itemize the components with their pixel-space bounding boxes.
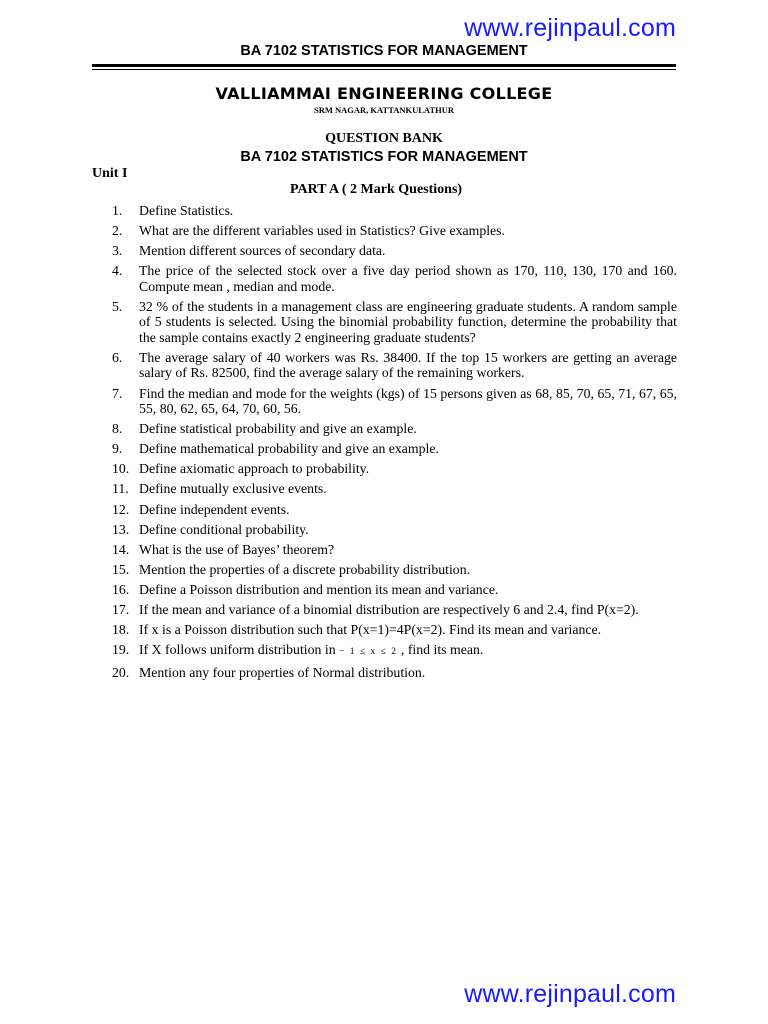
question-text: Mention any four properties of Normal distribution.	[139, 665, 426, 681]
question-number: 12.	[112, 501, 130, 517]
question-number: 2.	[112, 223, 123, 239]
question-text: What are the different variables used in Statistics? Give examples.	[139, 223, 506, 239]
question-item	[112, 502, 677, 518]
question-number: 20.	[112, 665, 130, 681]
question-text: Define conditional probability.	[139, 521, 309, 537]
question-text: 32 % of the students in a management class are engineering graduate students. A random sample of 5 students is selected. Using the binomial probability function, determine the probability that the sample contains exactly 2 engineering graduate students?	[139, 298, 677, 345]
watermark-bottom: www.rejinpaul.com	[464, 980, 676, 1008]
question-number: 3.	[112, 243, 123, 259]
question-text: What is the use of Bayes’ theorem?	[139, 541, 335, 557]
question-item	[112, 542, 677, 558]
part-heading: PART A ( 2 Mark Questions)	[290, 182, 463, 197]
question-text: Mention the properties of a discrete probability distribution.	[139, 561, 471, 577]
question-item	[112, 582, 677, 598]
question-text: Define Statistics.	[139, 203, 234, 218]
question-number: 17.	[112, 602, 130, 617]
question-number: 8.	[112, 421, 123, 437]
question-number: 9.	[112, 441, 123, 457]
question-number: 16.	[112, 581, 130, 597]
question-item	[112, 223, 677, 239]
watermark-top: www.rejinpaul.com	[464, 14, 676, 42]
question-item	[112, 386, 677, 417]
question-number: 11.	[112, 481, 129, 497]
question-item	[112, 441, 677, 457]
question-list	[112, 203, 677, 685]
document-subtitle: BA 7102 STATISTICS FOR MANAGEMENT	[240, 149, 528, 165]
question-item	[112, 622, 677, 638]
document-title: QUESTION BANK	[325, 131, 443, 146]
question-item	[112, 421, 677, 437]
question-text-after: , find its mean.	[400, 642, 484, 658]
question-number: 10.	[112, 461, 130, 477]
question-item	[112, 461, 677, 477]
question-text	[139, 642, 677, 661]
question-number: 19.	[112, 642, 130, 658]
question-item	[112, 263, 677, 294]
question-item	[112, 350, 677, 381]
running-header: BA 7102 STATISTICS FOR MANAGEMENT	[240, 43, 528, 59]
question-number: 5.	[112, 298, 123, 314]
college-address: SRM NAGAR, KATTANKULATHUR	[313, 105, 455, 115]
question-item	[112, 602, 677, 618]
question-text: Find the median and mode for the weights (kgs) of 15 persons given as 68, 85, 70, 65, 71, 67, 65, 55, 80, 62, 65, 64, 70, 60, 56.	[139, 385, 677, 417]
question-item	[112, 203, 677, 219]
question-item	[112, 243, 677, 259]
question-text-before: If X follows uniform distribution in	[139, 642, 336, 658]
question-item	[112, 522, 677, 538]
inequality-expression: − 1 ≤ x ≤ 2	[339, 647, 398, 658]
header-rule-thick	[92, 64, 676, 67]
question-item	[112, 562, 677, 578]
question-number: 14.	[112, 541, 130, 557]
question-item	[112, 642, 677, 661]
question-text: Mention different sources of secondary data.	[139, 243, 386, 259]
question-number: 4.	[112, 263, 123, 279]
question-item	[112, 299, 677, 346]
question-text: Define a Poisson distribution and mention its mean and variance.	[139, 581, 499, 597]
question-text: Define independent events.	[139, 501, 290, 517]
question-item	[112, 665, 677, 681]
question-number: 6.	[112, 349, 123, 365]
header-rule-thin	[92, 69, 676, 70]
question-text: Define axiomatic approach to probability.	[139, 461, 370, 477]
question-text: The price of the selected stock over a five day period shown as 170, 110, 130, 170 and 160. Compute mean , median and mode.	[139, 263, 677, 294]
question-number: 18.	[112, 622, 130, 638]
question-text: Define mutually exclusive events.	[139, 481, 327, 497]
question-number: 7.	[112, 385, 123, 401]
question-text: Define mathematical probability and give an example.	[139, 441, 439, 457]
question-text: If the mean and variance of a binomial distribution are respectively 6 and 2.4, find P(x=2).	[139, 602, 639, 617]
college-name: VALLIAMMAI ENGINEERING COLLEGE	[215, 84, 553, 103]
question-text: Define statistical probability and give an example.	[139, 421, 417, 437]
question-number: 15.	[112, 561, 130, 577]
unit-label: Unit I	[92, 166, 128, 181]
question-item	[112, 481, 677, 497]
question-text: If x is a Poisson distribution such that P(x=1)=4P(x=2). Find its mean and variance.	[139, 622, 602, 638]
question-number: 13.	[112, 521, 130, 537]
question-number: 1.	[112, 203, 123, 218]
question-text: The average salary of 40 workers was Rs. 38400. If the top 15 workers are getting an average salary of Rs. 82500, find the average salary of the remaining workers.	[139, 349, 677, 381]
